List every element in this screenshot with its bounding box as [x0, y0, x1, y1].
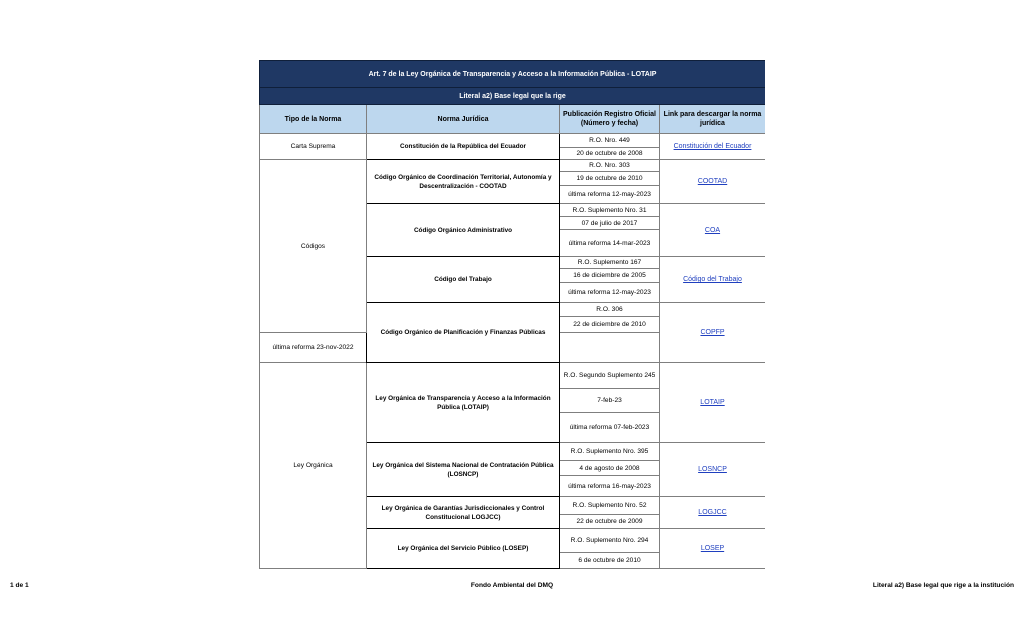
norma-logjcc: Ley Orgánica de Garantías Jurisdiccionales y Control Constitucional LOGJCC)	[367, 497, 560, 529]
pub-cell: 22 de diciembre de 2010	[560, 317, 660, 333]
norma-copfp: Código Orgánico de Planificación y Finanzas Públicas	[367, 303, 560, 363]
table-title: Art. 7 de la Ley Orgánica de Transparencia y Acceso a la Información Pública - LOTAIP	[260, 61, 766, 88]
norma-codigo-trabajo: Código del Trabajo	[367, 257, 560, 303]
page-number: 1 de 1	[10, 582, 29, 589]
norma-constitucion: Constitución de la República del Ecuador	[367, 134, 560, 160]
norma-cootad: Código Orgánico de Coordinación Territorial, Autonomía y Descentralización - COOTAD	[367, 160, 560, 204]
group-carta-suprema: Carta Suprema	[260, 134, 367, 160]
link-coa[interactable]	[660, 204, 766, 257]
pub-cell: R.O. Suplemento 167	[560, 257, 660, 269]
link-text[interactable]: COOTAD	[697, 178, 728, 185]
link-text[interactable]: LOGJCC	[698, 509, 727, 516]
link-text[interactable]: COA	[704, 226, 721, 234]
col-header-tipo: Tipo de la Norma	[260, 105, 367, 134]
pub-cell: 19 de octubre de 2010	[560, 172, 660, 186]
pub-cell: última reforma 23-nov-2022	[260, 333, 367, 363]
pub-cell: 07 de julio de 2017	[560, 217, 660, 230]
footer-institution: Fondo Ambiental del DMQ	[470, 582, 554, 589]
link-text[interactable]: Constitución del Ecuador	[673, 143, 752, 150]
pub-cell: 20 de octubre de 2008	[560, 148, 660, 160]
norma-lotaip: Ley Orgánica de Transparencia y Acceso a la Información Pública (LOTAIP)	[367, 363, 560, 443]
pub-cell: R.O. Segundo Suplemento 245	[560, 363, 660, 389]
link-lotaip[interactable]	[660, 363, 766, 443]
link-text[interactable]: Código del Trabajo	[683, 276, 742, 283]
pub-cell: última reforma 12-may-2023	[560, 283, 660, 303]
pub-cell: última reforma 16-may-2023	[560, 476, 660, 497]
pub-cell: R.O. Suplemento Nro. 395	[560, 443, 660, 461]
footer-literal: Literal a2) Base legal que rige a la institución	[872, 582, 1014, 589]
link-codigo-trabajo[interactable]	[660, 257, 766, 303]
link-text[interactable]: LOSNCP	[698, 466, 727, 473]
link-text[interactable]: COPFP	[700, 329, 725, 336]
group-ley-organica: Ley Orgánica	[260, 363, 367, 569]
pub-cell: 16 de diciembre de 2005	[560, 269, 660, 283]
pub-cell: R.O. Nro. 303	[560, 160, 660, 172]
col-header-publicacion: Publicación Registro Oficial (Número y fecha)	[560, 105, 660, 134]
link-constitucion[interactable]	[660, 134, 766, 160]
pub-cell: R.O. 306	[560, 303, 660, 317]
link-logjcc[interactable]	[660, 497, 766, 529]
link-text[interactable]: LOSEP	[700, 545, 725, 552]
pub-cell: última reforma 07-feb-2023	[560, 413, 660, 443]
table-subtitle: Literal a2) Base legal que la rige	[260, 88, 766, 105]
norma-losep: Ley Orgánica del Servicio Público (LOSEP)	[367, 529, 560, 569]
group-codigos: Códigos	[260, 160, 367, 333]
link-losep[interactable]	[660, 529, 766, 569]
col-header-link: Link para descargar la norma jurídica	[660, 105, 766, 134]
link-text[interactable]: LOTAIP	[700, 399, 725, 406]
link-cootad[interactable]	[660, 160, 766, 204]
pub-cell: última reforma 14-mar-2023	[560, 230, 660, 257]
col-header-norma: Norma Jurídica	[367, 105, 560, 134]
sheet	[259, 60, 765, 570]
norma-losncp: Ley Orgánica del Sistema Nacional de Contratación Pública (LOSNCP)	[367, 443, 560, 497]
pub-cell: R.O. Suplemento Nro. 31	[560, 204, 660, 217]
pub-cell: R.O. Nro. 449	[560, 134, 660, 148]
pub-cell: última reforma 12-may-2023	[560, 186, 660, 204]
norma-coa: Código Orgánico Administrativo	[367, 204, 560, 257]
base-legal-table	[259, 60, 765, 569]
pub-cell: R.O. Suplemento Nro. 52	[560, 497, 660, 515]
pub-cell: R.O. Suplemento Nro. 294	[560, 529, 660, 553]
pub-cell: 22 de octubre de 2009	[560, 515, 660, 529]
pub-cell: 6 de octubre de 2010	[560, 553, 660, 569]
pub-cell: 7-feb-23	[560, 389, 660, 413]
pub-cell: 4 de agosto de 2008	[560, 461, 660, 476]
link-losncp[interactable]	[660, 443, 766, 497]
link-copfp[interactable]	[660, 303, 766, 363]
